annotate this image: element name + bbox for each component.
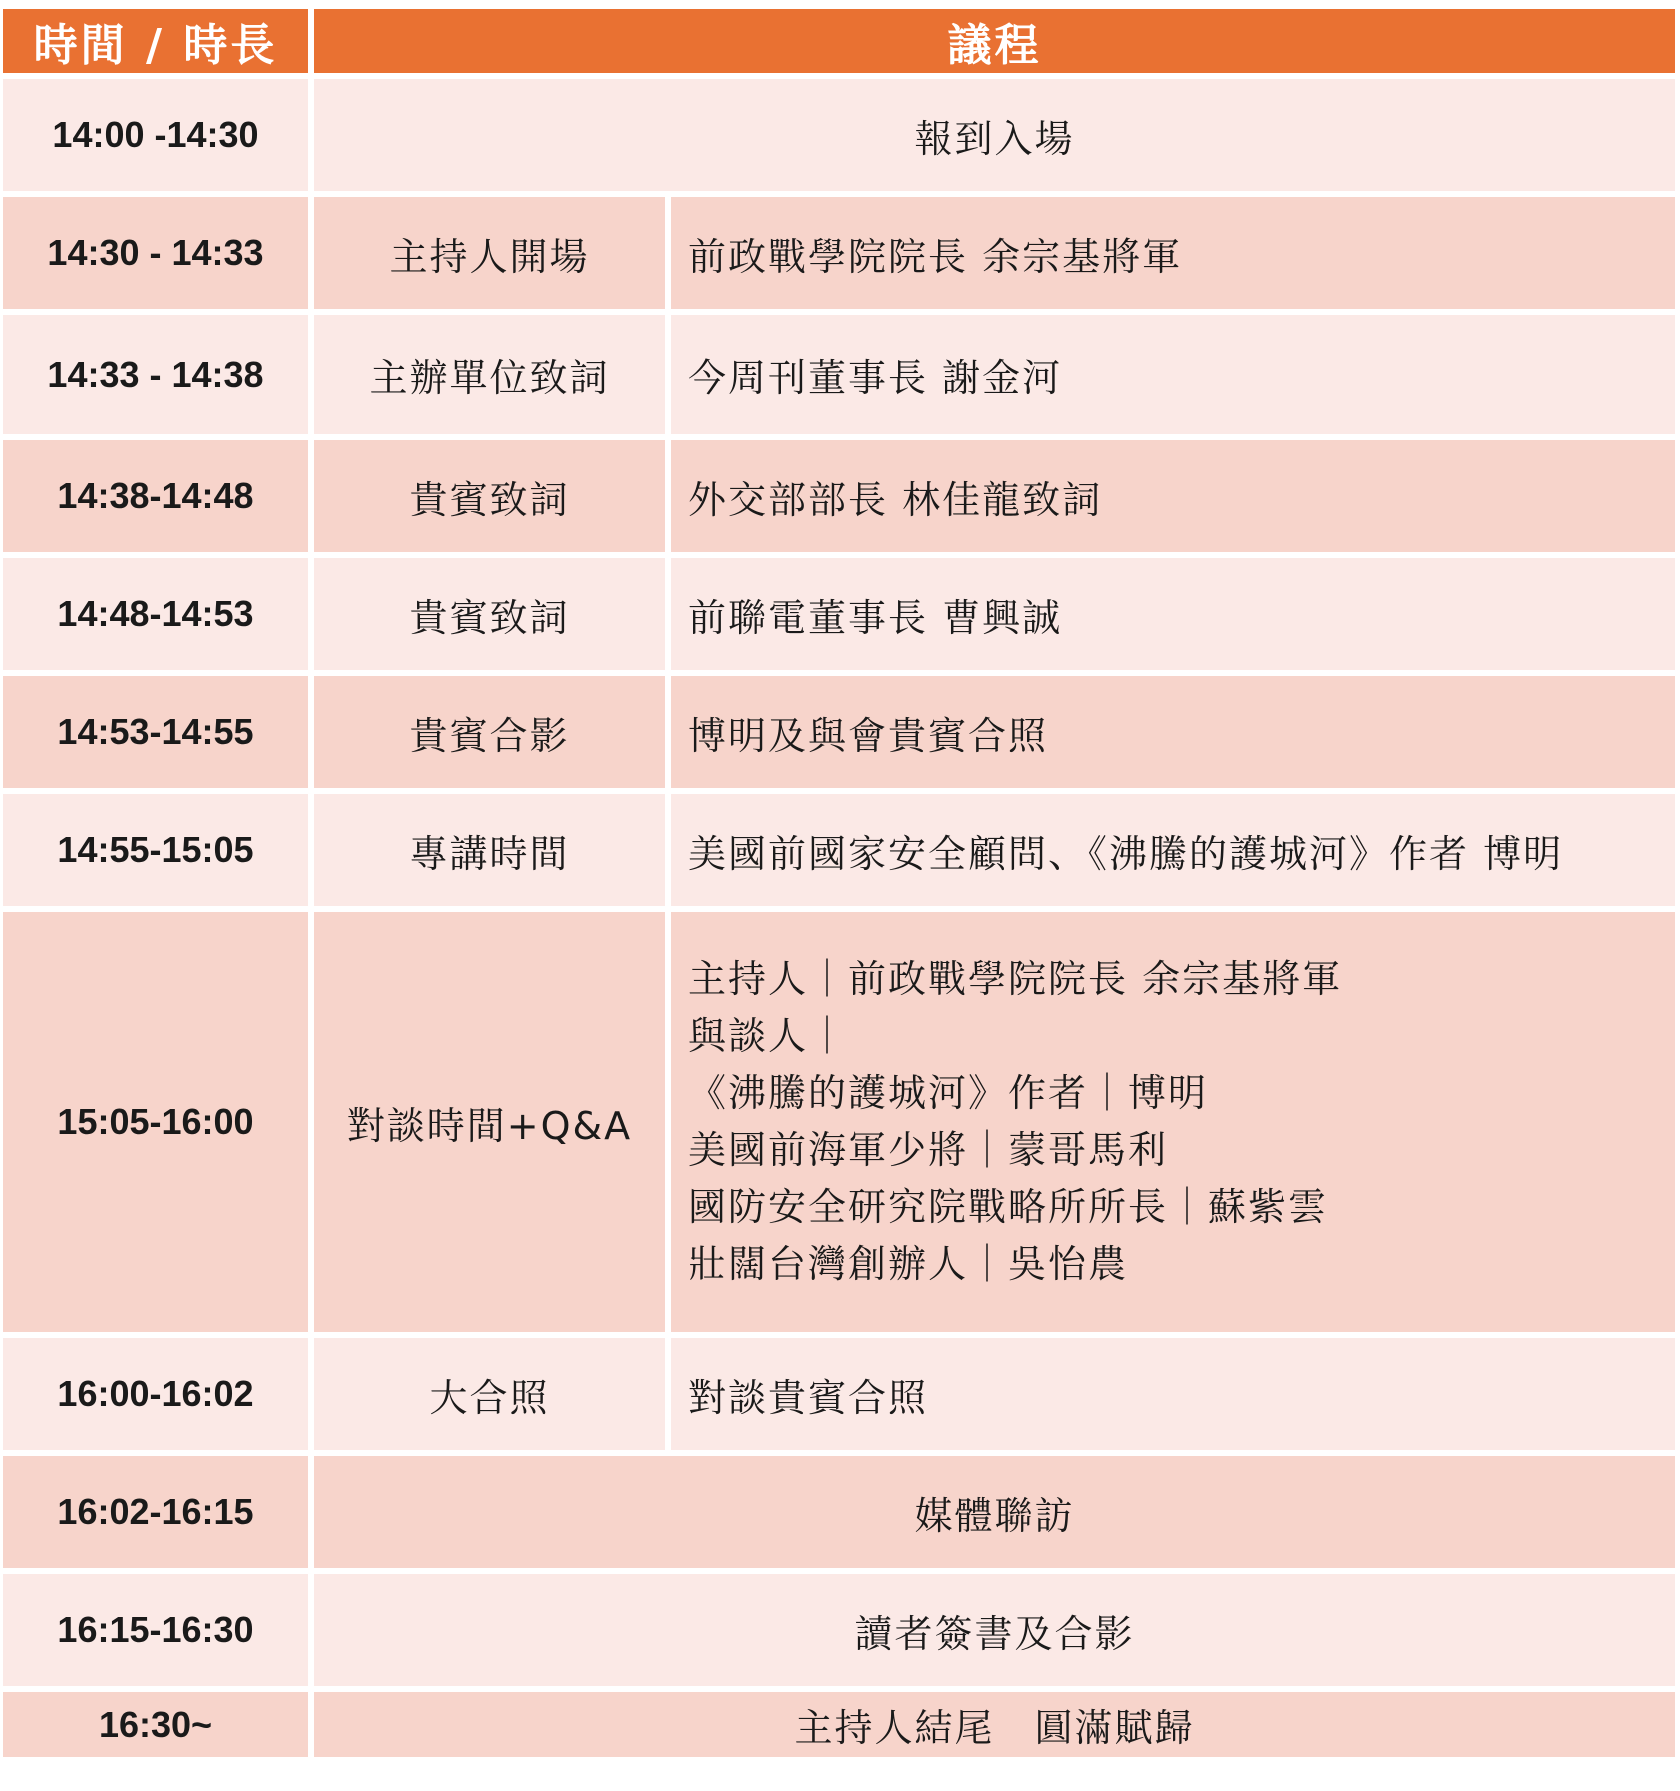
detail-cell: 美國前國家安全顧問、《沸騰的護城河》作者 博明 (671, 794, 1675, 912)
agenda-row (3, 79, 1675, 197)
agenda-column-header: 議程 (314, 9, 1675, 79)
agenda-row (3, 1338, 1675, 1456)
panelist-line: 壯闊台灣創辦人｜吳怡農 (688, 1242, 1129, 1286)
detail-cell: 今周刊董事長 謝金河 (671, 315, 1675, 440)
agenda-item: 讀者簽書及合影 (314, 1574, 1675, 1692)
agenda-row (3, 912, 1675, 1338)
time-cell: 15:05-16:00 (3, 912, 314, 1338)
detail-cell: 外交部部長 林佳龍致詞 (671, 440, 1675, 558)
topic-cell: 主辦單位致詞 (314, 315, 671, 440)
topic-cell: 貴賓致詞 (314, 558, 671, 676)
topic-cell: 大合照 (314, 1338, 671, 1456)
agenda-row (3, 1692, 1675, 1763)
time-cell: 14:30 - 14:33 (3, 197, 314, 315)
time-cell: 16:30~ (3, 1692, 314, 1763)
time-cell: 14:53-14:55 (3, 676, 314, 794)
time-cell: 14:00 -14:30 (3, 79, 314, 197)
agenda-item: 報到入場 (314, 79, 1675, 197)
detail-cell: 對談貴賓合照 (671, 1338, 1675, 1456)
moderator-line: 主持人｜前政戰學院院長 余宗基將軍 (688, 957, 1343, 1001)
topic-cell: 主持人開場 (314, 197, 671, 315)
detail-cell: 前政戰學院院長 余宗基將軍 (671, 197, 1675, 315)
topic-cell: 對談時間+Q&A (314, 912, 671, 1338)
agenda-row (3, 558, 1675, 676)
time-cell: 14:38-14:48 (3, 440, 314, 558)
time-cell: 14:55-15:05 (3, 794, 314, 912)
agenda-row (3, 440, 1675, 558)
topic-cell: 貴賓合影 (314, 676, 671, 794)
time-cell: 16:00-16:02 (3, 1338, 314, 1456)
agenda-row (3, 676, 1675, 794)
agenda-row (3, 1456, 1675, 1574)
detail-cell: 博明及與會貴賓合照 (671, 676, 1675, 794)
detail-cell: 前聯電董事長 曹興誠 (671, 558, 1675, 676)
detail-cell (671, 912, 1675, 1338)
topic-cell: 專講時間 (314, 794, 671, 912)
agenda-table (3, 9, 1675, 1763)
panelist-line: 美國前海軍少將｜蒙哥馬利 (688, 1128, 1169, 1172)
agenda-row (3, 197, 1675, 315)
time-cell: 16:02-16:15 (3, 1456, 314, 1574)
agenda-item: 主持人結尾 圓滿賦歸 (314, 1692, 1675, 1763)
agenda-header-row (3, 9, 1675, 79)
agenda-row (3, 1574, 1675, 1692)
agenda-row (3, 794, 1675, 912)
agenda-row (3, 315, 1675, 440)
panelist-line: 國防安全研究院戰略所所長｜蘇紫雲 (688, 1185, 1329, 1229)
agenda-item: 媒體聯訪 (314, 1456, 1675, 1574)
time-cell: 14:33 - 14:38 (3, 315, 314, 440)
time-cell: 14:48-14:53 (3, 558, 314, 676)
topic-cell: 貴賓致詞 (314, 440, 671, 558)
time-cell: 16:15-16:30 (3, 1574, 314, 1692)
panelist-line: 《沸騰的護城河》作者｜博明 (688, 1071, 1209, 1115)
time-column-header: 時間 / 時長 (3, 9, 314, 79)
panelists-label: 與談人｜ (688, 1014, 849, 1058)
